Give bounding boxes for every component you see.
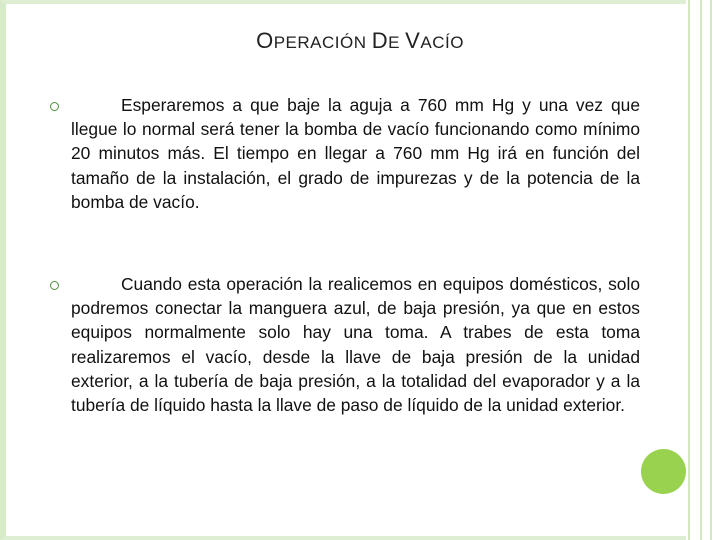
title-initial: D (371, 28, 389, 53)
bullet-text: Cuando esta operación la realicemos en equipos domésticos, solo podremos conectar la manguera azul, de baja presión, ya que en estos equipos normalmente solo hay una toma. A trabes de esta toma realizaremos el vacío, desde la llave de baja presión de la unidad exterior, a la tubería de baja presión, a la totalidad del evaporador y a la tubería de líquido hasta la llave de paso de líquido de la unidad exterior. (71, 274, 640, 416)
title-rest: PERACIÓN (273, 33, 372, 52)
right-decoration (686, 0, 720, 540)
decorative-line (700, 0, 702, 540)
title-initial: V (405, 28, 421, 53)
title-rest: E (388, 33, 406, 52)
decorative-line (710, 0, 712, 540)
bullet-circle-icon (44, 275, 64, 295)
title-rest: ACÍO (420, 33, 464, 52)
decorative-line (688, 0, 690, 540)
decorative-green-circle (641, 449, 686, 494)
title-initial: O (256, 28, 274, 53)
bullet-text: Esperaremos a que baje la aguja a 760 mm Hg y una vez que llegue lo normal será tener la bomba de vacío funcionando como mínimo 20 minutos más. El tiempo en llegar a 760 mm Hg irá en función del tamaño de la instalación, el grado de impurezas y de la potencia de la bomba de vacío. (71, 95, 640, 212)
slide-title (0, 28, 720, 54)
bullet-circle-icon (44, 96, 64, 116)
